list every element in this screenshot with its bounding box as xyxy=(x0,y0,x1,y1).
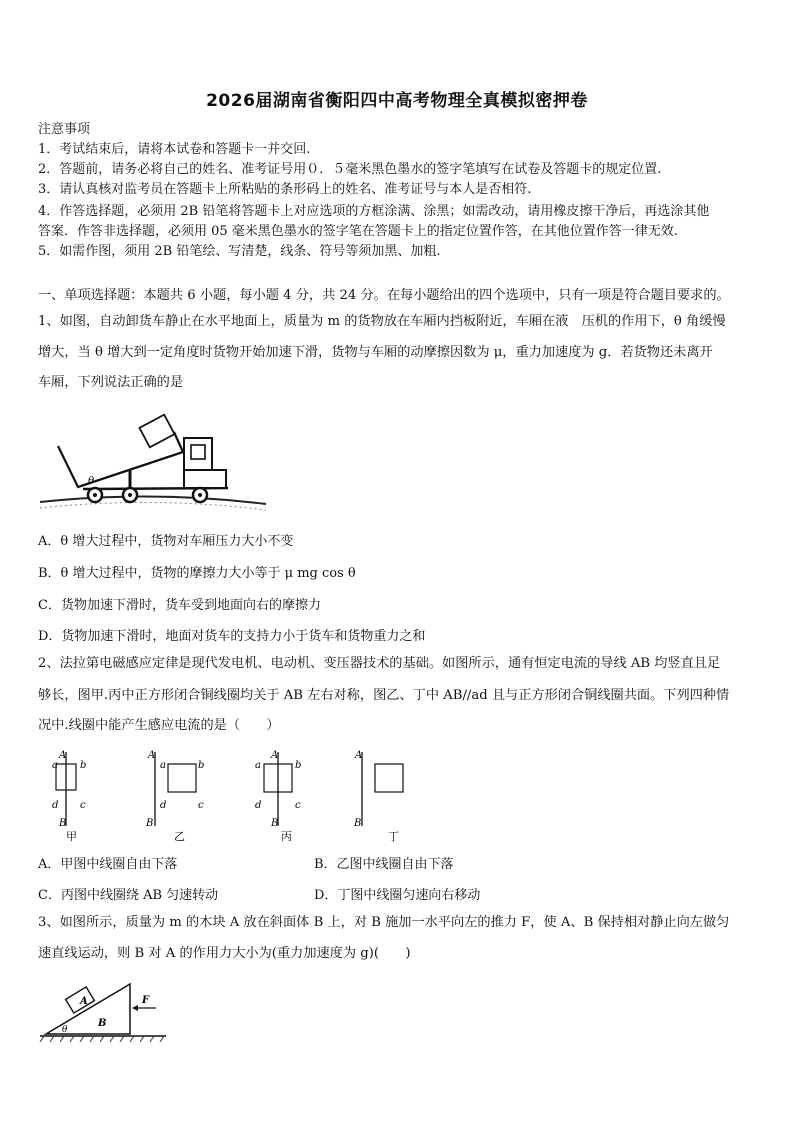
q2-figure-ding xyxy=(353,750,403,843)
q2-option-d: D．丁图中线圈匀速向右移动 xyxy=(314,888,481,903)
svg-text:A: A xyxy=(355,750,363,761)
q1-dump-truck-figure xyxy=(38,392,268,517)
svg-text:B: B xyxy=(59,818,67,829)
svg-text:A: A xyxy=(148,750,156,761)
q1-option-c: C．货物加速下滑时，货车受到地面向右的摩擦力 xyxy=(38,598,321,613)
q1-option-d: D．货物加速下滑时，地面对货车的支持力小于货车和货物重力之和 xyxy=(38,629,426,644)
q2-caption: 丁 xyxy=(388,830,399,843)
q1-text: 增大，当 θ 增大到一定角度时货物开始加速下滑，货物与车厢的动摩擦因数为 μ，重力加速度为 g．若货物还未离开 xyxy=(38,345,713,360)
q2-option-a: A．甲图中线圈自由下落 xyxy=(38,857,178,872)
notice-item: 5．如需作图，须用 2B 铅笔绘、写清楚，线条、符号等须加黑、加粗. xyxy=(38,244,441,259)
q1-theta-label: θ xyxy=(88,476,95,487)
notice-item: 4．作答选择题，必须用 2B 铅笔将答题卡上对应选项的方框涂满、涂黑；如需改动，请用橡皮擦干净后，再选涂其他 xyxy=(38,204,710,219)
svg-text:B: B xyxy=(354,818,362,829)
svg-text:a: a xyxy=(160,760,166,771)
svg-text:c: c xyxy=(295,800,301,811)
q2-caption: 乙 xyxy=(174,830,185,843)
q1-option-a: A．θ 增大过程中，货物对车厢压力大小不变 xyxy=(38,534,294,549)
q2-text: 够长，图甲.丙中正方形闭合铜线圈均关于 AB 左右对称，图乙、丁中 AB//ad 且与正方形闭合铜线圈共面。下列四种情 xyxy=(38,688,730,703)
notice-item: 1．考试结束后，请将本试卷和答题卡一并交回. xyxy=(38,142,311,157)
svg-text:d: d xyxy=(52,800,59,811)
q1-text: 车厢，下列说法正确的是 xyxy=(38,375,184,390)
page-title: 2026届湖南省衡阳四中高考物理全真模拟密押卷 xyxy=(206,91,588,111)
notice-item: 3．请认真核对监考员在答题卡上所粘贴的条形码上的姓名、准考证号与本人是否相符. xyxy=(38,182,532,197)
q1-option-b: B．θ 增大过程中，货物的摩擦力大小等于 μ mg cos θ xyxy=(38,566,356,581)
q2-option-c: C．丙图中线圈绕 AB 匀速转动 xyxy=(38,888,219,903)
svg-text:a: a xyxy=(52,760,58,771)
q2-caption: 甲 xyxy=(66,830,77,843)
q3-theta-label: θ xyxy=(62,1025,68,1035)
svg-text:a: a xyxy=(255,760,261,771)
q3-incline-figure xyxy=(38,978,168,1043)
svg-text:A: A xyxy=(59,750,67,761)
q3-force-f-label: F xyxy=(142,995,150,1006)
q2-figure-yi xyxy=(145,750,204,843)
svg-text:d: d xyxy=(160,800,167,811)
svg-text:b: b xyxy=(295,760,302,771)
q2-text: 况中.线圈中能产生感应电流的是（ ） xyxy=(38,718,280,733)
q3-text: 速直线运动，则 B 对 A 的作用力大小为(重力加速度为 g)( ) xyxy=(38,946,411,961)
svg-text:c: c xyxy=(198,800,204,811)
section-heading: 一、单项选择题：本题共 6 小题，每小题 4 分，共 24 分。在每小题给出的四个选项中，只有一项是符合题目要求的。 xyxy=(38,288,730,303)
q2-figure-jia xyxy=(52,750,86,843)
q2-coil-figures xyxy=(40,748,420,843)
svg-text:B: B xyxy=(271,818,279,829)
q2-figure-bing xyxy=(255,750,301,843)
svg-text:A: A xyxy=(271,750,279,761)
svg-text:c: c xyxy=(80,800,86,811)
svg-text:B: B xyxy=(146,818,154,829)
q2-caption: 丙 xyxy=(281,830,292,843)
q1-text: 1、如图，自动卸货车静止在水平地面上，质量为 m 的货物放在车厢内挡板附近，车厢在液 压机的作用下，θ 角缓慢 xyxy=(38,314,726,329)
notice-item: 2．答题前，请务必将自己的姓名、准考证号用０．５毫米黑色墨水的签字笔填写在试卷及答题卡的规定位置. xyxy=(38,162,662,177)
q3-text: 3、如图所示，质量为 m 的木块 A 放在斜面体 B 上，对 B 施加一水平向左的推力 F，使 A、B 保持相对静止向左做匀 xyxy=(38,915,730,930)
q2-text: 2、法拉第电磁感应定律是现代发电机、电动机、变压器技术的基础。如图所示，通有恒定电流的导线 AB 均竖直且足 xyxy=(38,656,721,671)
notice-heading: 注意事项 xyxy=(38,122,91,137)
svg-text:b: b xyxy=(80,760,87,771)
q3-block-a-label: A xyxy=(80,996,88,1007)
notice-item: 答案．作答非选择题，必须用 05 毫米黑色墨水的签字笔在答题卡上的指定位置作答，在其他位置作答一律无效. xyxy=(38,224,678,239)
q3-wedge-b-label: B xyxy=(98,1018,107,1029)
q2-option-b: B．乙图中线圈自由下落 xyxy=(314,857,454,872)
svg-text:b: b xyxy=(198,760,205,771)
svg-text:d: d xyxy=(255,800,262,811)
